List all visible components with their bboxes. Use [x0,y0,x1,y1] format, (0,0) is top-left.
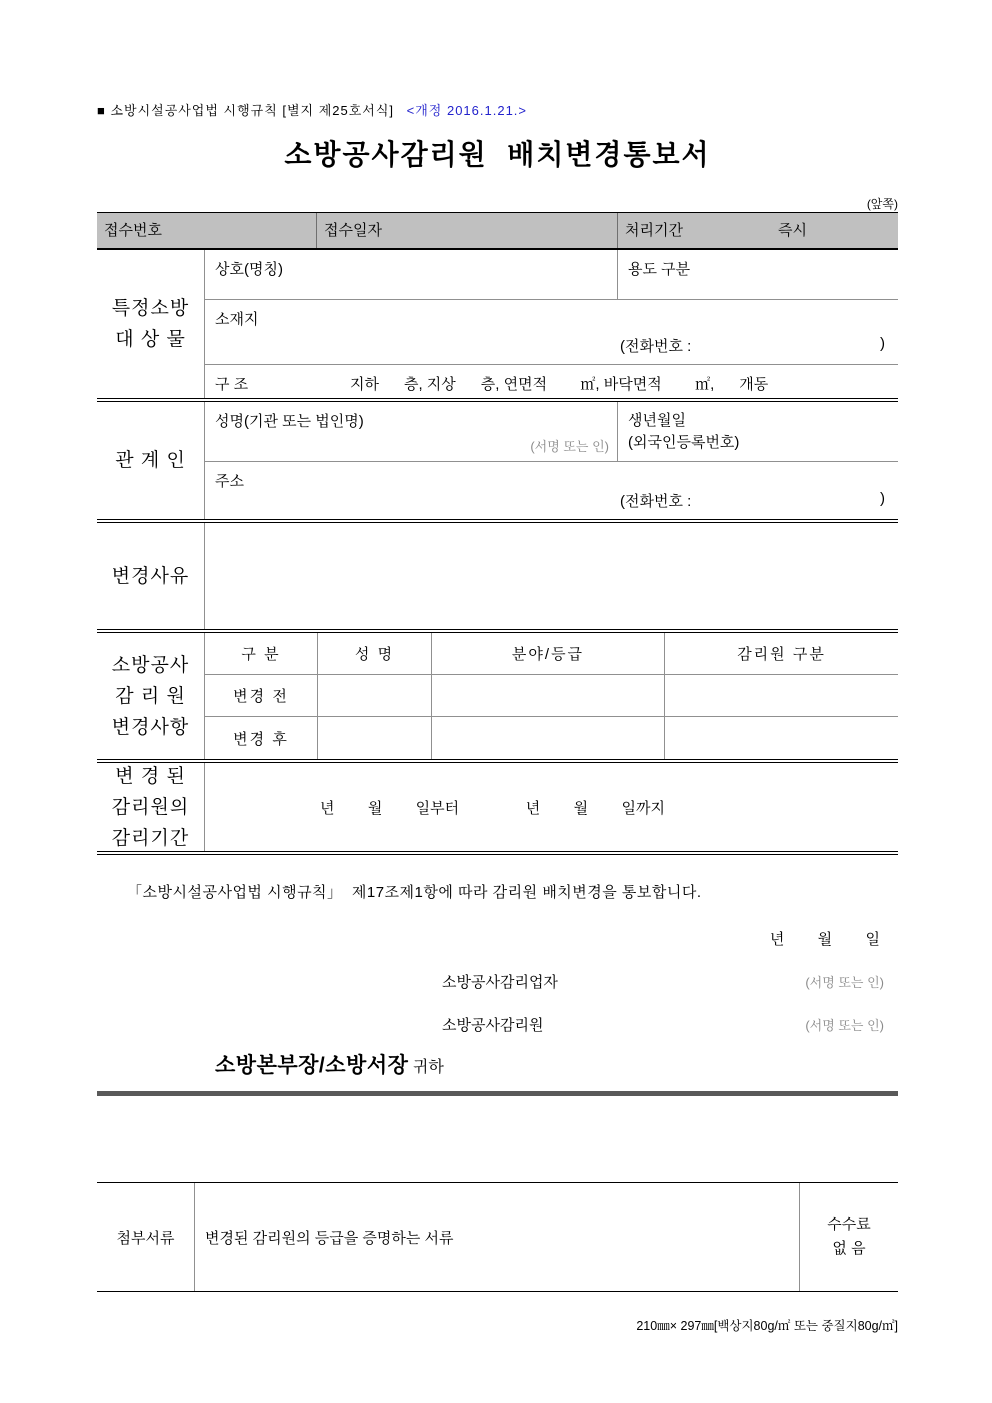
fee-cell [800,1183,898,1291]
attachment-label: 첨부서류 [97,1183,195,1291]
change-reason-label-text: 변경사유 [111,565,190,587]
col-header-supervisor-type: 감리원 구분 [665,633,898,675]
after-supervisor-type-cell [665,717,898,759]
before-field-grade-cell [432,675,665,717]
period-value: 즉시 [777,222,807,239]
recipient-line [97,1049,898,1079]
supervision-period-label-line1: 변 경 된 [115,765,186,787]
after-field-grade-cell [432,717,665,759]
supervision-period-section [97,763,898,855]
revision-note: <개정 2016.1.21.> [406,103,528,118]
fee-label: 수수료 [827,1216,871,1233]
col-header-name: 성 명 [318,633,432,675]
col-header-field-grade: 분야/등급 [432,633,665,675]
supervisor-change-table [205,633,898,759]
object-name-cell [205,250,618,299]
structure-label: 구 조 [215,376,249,393]
recipient-suffix: 귀하 [408,1059,444,1076]
supervisor-change-section [97,633,898,763]
usage-cell [618,250,898,299]
recipient-title: 소방본부장/소방서장 [215,1054,409,1077]
target-object-label [97,250,205,398]
signer-supervisor-sign-note: (서명 또는 인) [805,1018,884,1033]
supervision-period-label [97,763,205,851]
supervision-period-value: 년 월 일부터 년 월 일까지 [320,799,665,817]
object-phone-close: ) [880,335,885,352]
declaration-text: 「소방시설공사업법 시행규칙」 제17조제1항에 따라 감리원 배치변경을 통보합니다. [127,884,702,901]
birth-date-label: 생년월일 [628,412,686,429]
target-object-section [97,250,898,402]
change-reason-cell [205,523,898,629]
structure-fields: 지하 층, 지상 층, 연면적 ㎡, 바닥면적 ㎡, 개동 [350,376,769,393]
form-title: 소방공사감리원 배치변경통보서 [284,139,711,170]
change-reason-label [97,523,205,629]
related-person-section [97,402,898,523]
supervision-period-cell [205,763,898,851]
supervision-period-label-line2: 감리원의 [111,796,190,818]
object-address-label: 소재지 [215,311,259,328]
receipt-date-cell: 접수일자 [317,213,618,248]
supervisor-change-label-line2: 감 리 원 [115,685,186,707]
target-object-label-line1: 특정소방 [111,298,190,319]
attachment-content: 변경된 감리원의 등급을 증명하는 서류 [195,1183,800,1291]
after-name-cell [318,717,432,759]
receipt-header-row [97,212,898,250]
supervisor-change-label-line3: 변경사항 [111,716,190,738]
statute-note: ■ 소방시설공사업법 시행규칙 [별지 제25호서식] [97,103,395,118]
row-label-before: 변경 전 [205,675,318,717]
before-supervisor-type-cell [665,675,898,717]
period-label: 처리기간 [625,222,683,239]
divider-rule [97,1091,898,1096]
change-reason-section [97,523,898,633]
signer-company-label: 소방공사감리업자 [442,974,558,991]
foreign-id-label: (외국인등록번호) [628,434,740,451]
signer-supervisor-row [97,1014,898,1035]
page-side-label: (앞쪽) [866,197,898,211]
person-name-label: 성명(기관 또는 법인명) [215,413,364,430]
target-object-label-line2: 대 상 물 [115,329,186,350]
supervisor-change-label [97,633,205,759]
paper-spec-note: 210㎜× 297㎜[백상지80g/㎡ 또는 중질지80g/㎡] [636,1319,898,1333]
supervisor-change-label-line1: 소방공사 [111,654,190,676]
signer-company-row [97,971,898,992]
person-address-cell [205,462,898,519]
usage-label: 용도 구분 [628,261,691,278]
related-person-label-text: 관 계 인 [115,450,186,471]
form-sheet [97,100,898,1334]
person-phone-label: (전화번호 : [620,493,692,510]
col-header-gubun: 구 분 [205,633,318,675]
birth-date-cell [618,402,898,461]
signer-supervisor-label: 소방공사감리원 [442,1017,544,1034]
form-header-note [97,100,898,119]
receipt-no-cell: 접수번호 [97,213,317,248]
related-person-label [97,402,205,519]
signer-company-sign-note: (서명 또는 인) [805,975,884,990]
person-phone-close: ) [880,490,885,507]
supervision-period-label-line3: 감리기간 [111,827,190,849]
fee-value: 없 음 [832,1240,866,1257]
structure-cell [205,365,898,398]
processing-period-cell [618,213,898,248]
person-sign-note: (서명 또는 인) [530,439,609,454]
person-address-label: 주소 [215,473,244,490]
object-name-label: 상호(명칭) [215,261,283,278]
declaration-date-line: 년 월 일 [769,931,880,948]
object-address-cell [205,300,898,365]
before-name-cell [318,675,432,717]
object-phone-label: (전화번호 : [620,338,692,355]
row-label-after: 변경 후 [205,717,318,759]
attachment-table [97,1182,898,1292]
person-name-cell [205,402,618,461]
